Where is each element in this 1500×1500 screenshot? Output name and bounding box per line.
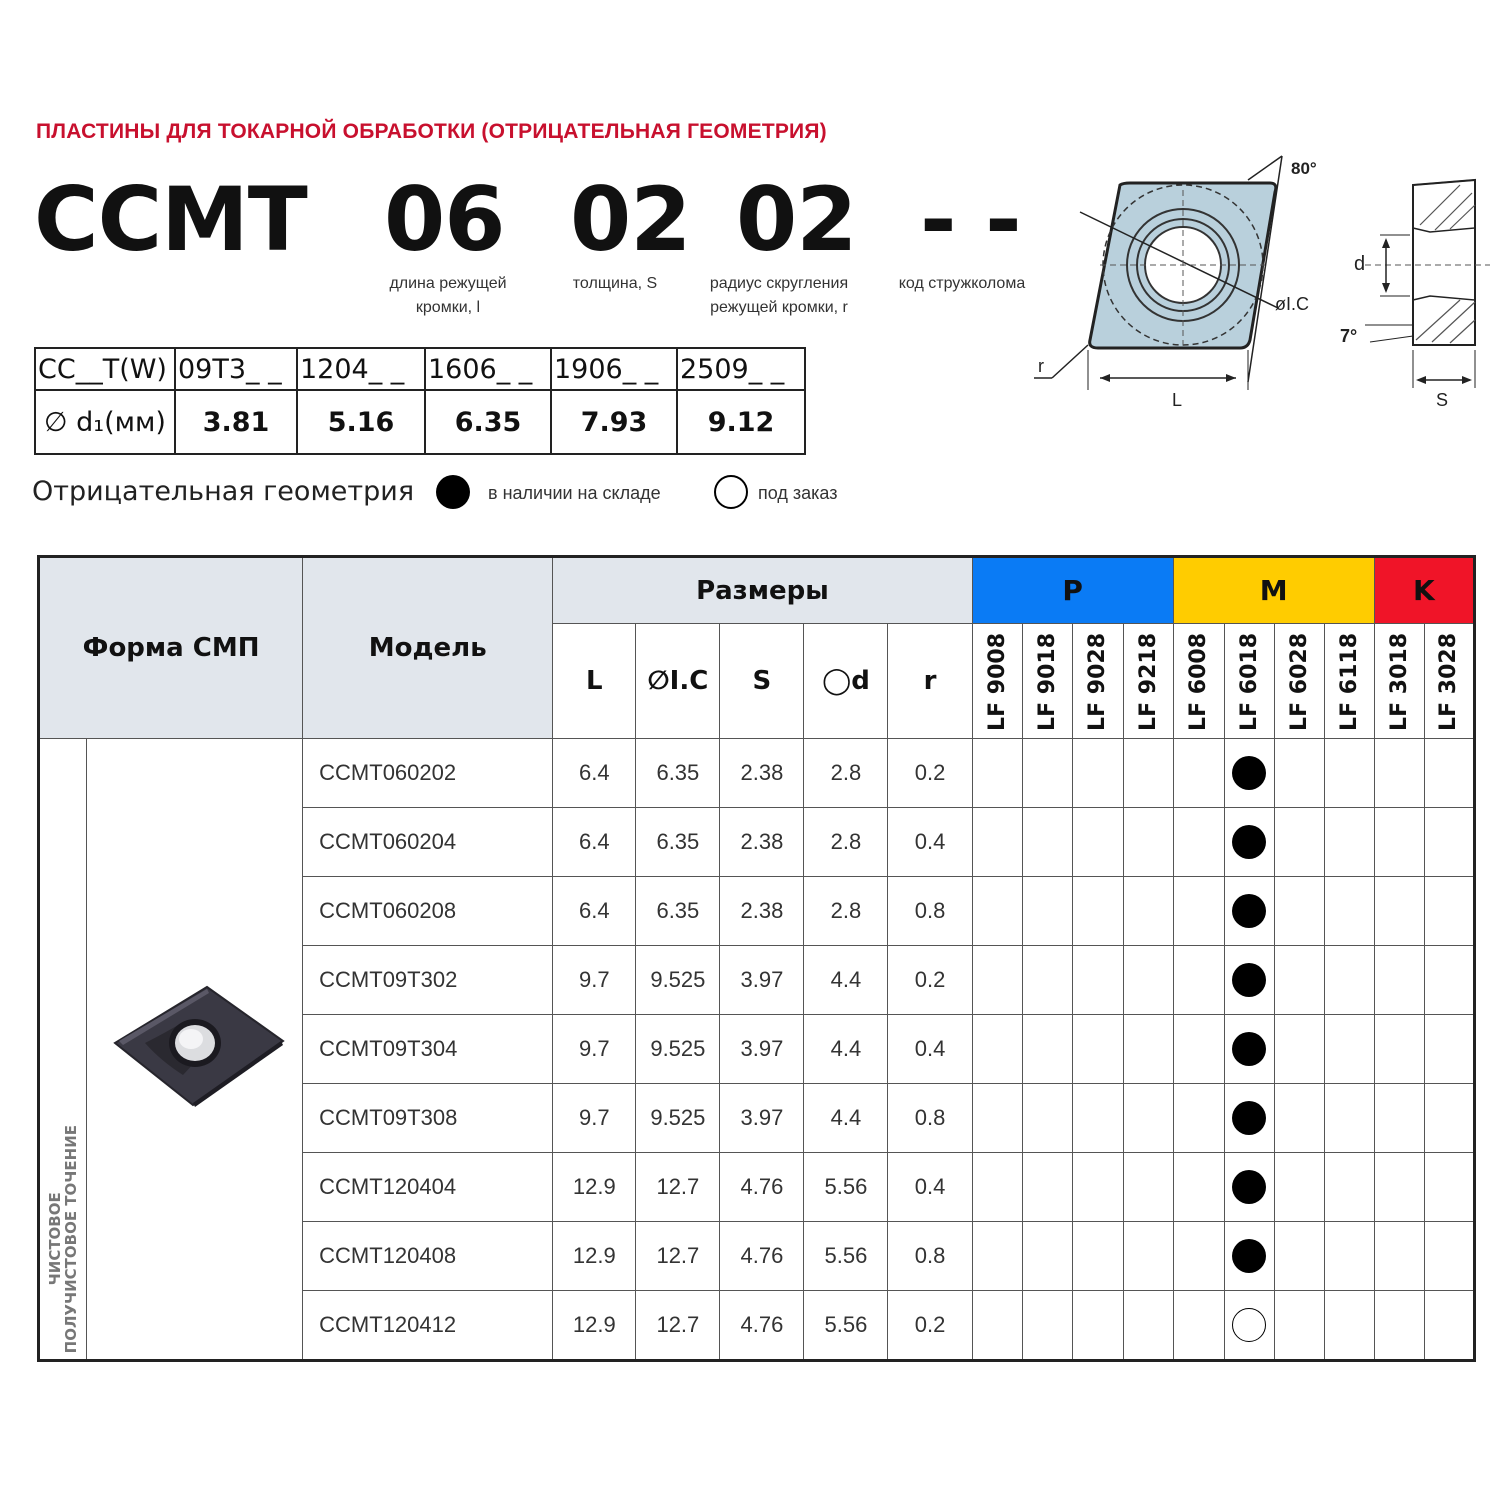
col-shape-header: Форма СМП — [39, 557, 303, 739]
ic-cell: 6.35 — [636, 808, 720, 877]
d1-label: ∅ d₁(мм) — [35, 390, 175, 454]
model-cell: CCMT09T308 — [303, 1084, 553, 1153]
stock-dot-in-stock — [1232, 963, 1266, 997]
l-cell: 12.9 — [553, 1291, 636, 1361]
l-cell: 9.7 — [553, 1084, 636, 1153]
grade-header: LF 6028 — [1286, 633, 1312, 731]
grade-header: LF 9008 — [984, 633, 1010, 731]
group-m-header: M — [1173, 557, 1374, 624]
size-1204: 1204_ _ — [297, 348, 425, 390]
ic-cell: 12.7 — [636, 1153, 720, 1222]
d1-value: 3.81 — [175, 390, 297, 454]
page-title: ПЛАСТИНЫ ДЛЯ ТОКАРНОЙ ОБРАБОТКИ (ОТРИЦАТЕЛЬНАЯ ГЕОМЕТРИЯ) — [36, 120, 827, 143]
legend-in-stock-dot — [436, 475, 470, 509]
model-cell: CCMT120412 — [303, 1291, 553, 1361]
size-09T3: 09T3_ _ — [175, 348, 297, 390]
grade-header: LF 9028 — [1085, 633, 1111, 731]
d1-value: 7.93 — [551, 390, 677, 454]
l-cell: 6.4 — [553, 808, 636, 877]
l-label: L — [1172, 390, 1183, 410]
group-k-header: K — [1374, 557, 1474, 624]
caption-radius: радиус скругления режущей кромки, r — [709, 275, 849, 316]
model-cell: CCMT060204 — [303, 808, 553, 877]
s-cell: 3.97 — [720, 946, 804, 1015]
application-side-label — [39, 739, 87, 1361]
dim-d-header: ◯d — [804, 624, 888, 739]
grade-header: LF 6018 — [1236, 633, 1262, 731]
d-cell: 2.8 — [804, 739, 888, 808]
dim-s-header: S — [720, 624, 804, 739]
r-cell: 0.8 — [888, 877, 972, 946]
s-label: S — [1436, 390, 1449, 410]
s-cell: 3.97 — [720, 1015, 804, 1084]
col-dims-header: Размеры — [553, 557, 972, 624]
code-chipbreaker: - - — [920, 168, 1021, 271]
insert-side-view — [1413, 180, 1475, 345]
grade-header: LF 9018 — [1034, 633, 1060, 731]
d1-value: 9.12 — [677, 390, 805, 454]
caption-thickness: толщина, S — [572, 275, 658, 292]
r-cell: 0.4 — [888, 1015, 972, 1084]
grade-header: LF 6118 — [1336, 633, 1362, 731]
code-shape: CCMT — [34, 168, 307, 271]
r-cell: 0.2 — [888, 739, 972, 808]
size-2509: 2509_ _ — [677, 348, 805, 390]
l-cell: 12.9 — [553, 1222, 636, 1291]
ic-cell: 9.525 — [636, 1015, 720, 1084]
d-cell: 5.56 — [804, 1222, 888, 1291]
s-cell: 4.76 — [720, 1222, 804, 1291]
insert-photo — [105, 981, 285, 1111]
d-cell: 4.4 — [804, 1084, 888, 1153]
r-cell: 0.2 — [888, 1291, 972, 1361]
stock-dot-on-order — [1232, 1308, 1266, 1342]
d-cell: 2.8 — [804, 808, 888, 877]
s-cell: 3.97 — [720, 1084, 804, 1153]
ic-cell: 9.525 — [636, 1084, 720, 1153]
size-1906: 1906_ _ — [551, 348, 677, 390]
l-cell: 9.7 — [553, 946, 636, 1015]
l-cell: 6.4 — [553, 877, 636, 946]
legend-geometry: Отрицательная геометрия — [32, 476, 415, 507]
ic-label: øI.C — [1275, 294, 1309, 314]
dim-ic-header: ∅I.C — [636, 624, 720, 739]
d1-value: 5.16 — [297, 390, 425, 454]
s-cell: 4.76 — [720, 1153, 804, 1222]
stock-dot-in-stock — [1232, 1239, 1266, 1273]
d-cell: 4.4 — [804, 946, 888, 1015]
size-1606: 1606_ _ — [425, 348, 551, 390]
ic-cell: 12.7 — [636, 1291, 720, 1361]
model-cell: CCMT120404 — [303, 1153, 553, 1222]
model-cell: CCMT09T302 — [303, 946, 553, 1015]
stock-dot-in-stock — [1232, 1032, 1266, 1066]
ic-cell: 6.35 — [636, 739, 720, 808]
code-thickness: 02 — [570, 168, 691, 271]
ic-cell: 6.35 — [636, 877, 720, 946]
insert-photo-cell — [87, 739, 303, 1361]
grade-header: LF 3018 — [1386, 633, 1412, 731]
col-model-header: Модель — [303, 557, 553, 739]
legend-in-stock-label: в наличии на складе — [488, 483, 661, 503]
group-p-header: P — [972, 557, 1173, 624]
r-cell: 0.4 — [888, 808, 972, 877]
s-cell: 4.76 — [720, 1291, 804, 1361]
stock-dot-in-stock — [1232, 1170, 1266, 1204]
insert-diagram — [1020, 150, 1490, 420]
model-cell: CCMT060208 — [303, 877, 553, 946]
d-cell: 4.4 — [804, 1015, 888, 1084]
code-radius: 02 — [736, 168, 857, 271]
angle-7-label: 7° — [1340, 326, 1358, 346]
dim-r-header: r — [888, 624, 972, 739]
grade-header: LF 9218 — [1135, 633, 1161, 731]
angle-80-label: 80° — [1291, 159, 1317, 178]
grade-header: LF 6008 — [1186, 633, 1212, 731]
size-table — [34, 347, 806, 455]
r-cell: 0.4 — [888, 1153, 972, 1222]
d-cell: 5.56 — [804, 1291, 888, 1361]
l-cell: 12.9 — [553, 1153, 636, 1222]
caption-chipbreaker: код стружколома — [898, 275, 1026, 292]
inserts-table — [37, 555, 1476, 1362]
l-cell: 6.4 — [553, 739, 636, 808]
caption-length: длина режущей кромки, l — [389, 275, 507, 316]
application-text: ЧИСТОВОЕ ПОЛУЧИСТОВОЕ ТОЧЕНИЕ — [46, 1124, 80, 1353]
table-row — [39, 739, 1475, 808]
s-cell: 2.38 — [720, 877, 804, 946]
l-cell: 9.7 — [553, 1015, 636, 1084]
r-cell: 0.8 — [888, 1222, 972, 1291]
stock-dot-in-stock — [1232, 894, 1266, 928]
stock-dot-in-stock — [1232, 1101, 1266, 1135]
d-label: d — [1354, 253, 1366, 275]
model-cell: CCMT09T304 — [303, 1015, 553, 1084]
d-cell: 2.8 — [804, 877, 888, 946]
stock-dot-in-stock — [1232, 756, 1266, 790]
legend-on-order-dot — [714, 475, 748, 509]
d1-value: 6.35 — [425, 390, 551, 454]
grade-header: LF 3028 — [1436, 633, 1462, 731]
s-cell: 2.38 — [720, 739, 804, 808]
model-cell: CCMT120408 — [303, 1222, 553, 1291]
ic-cell: 9.525 — [636, 946, 720, 1015]
r-cell: 0.8 — [888, 1084, 972, 1153]
d-cell: 5.56 — [804, 1153, 888, 1222]
r-label: r — [1038, 356, 1044, 376]
r-cell: 0.2 — [888, 946, 972, 1015]
stock-dot-in-stock — [1232, 825, 1266, 859]
s-cell: 2.38 — [720, 808, 804, 877]
code-length: 06 — [384, 168, 505, 271]
dim-l-header: L — [553, 624, 636, 739]
model-cell: CCMT060202 — [303, 739, 553, 808]
size-header-label: CC__T(W) — [35, 348, 175, 390]
ic-cell: 12.7 — [636, 1222, 720, 1291]
legend-on-order-label: под заказ — [758, 483, 838, 503]
